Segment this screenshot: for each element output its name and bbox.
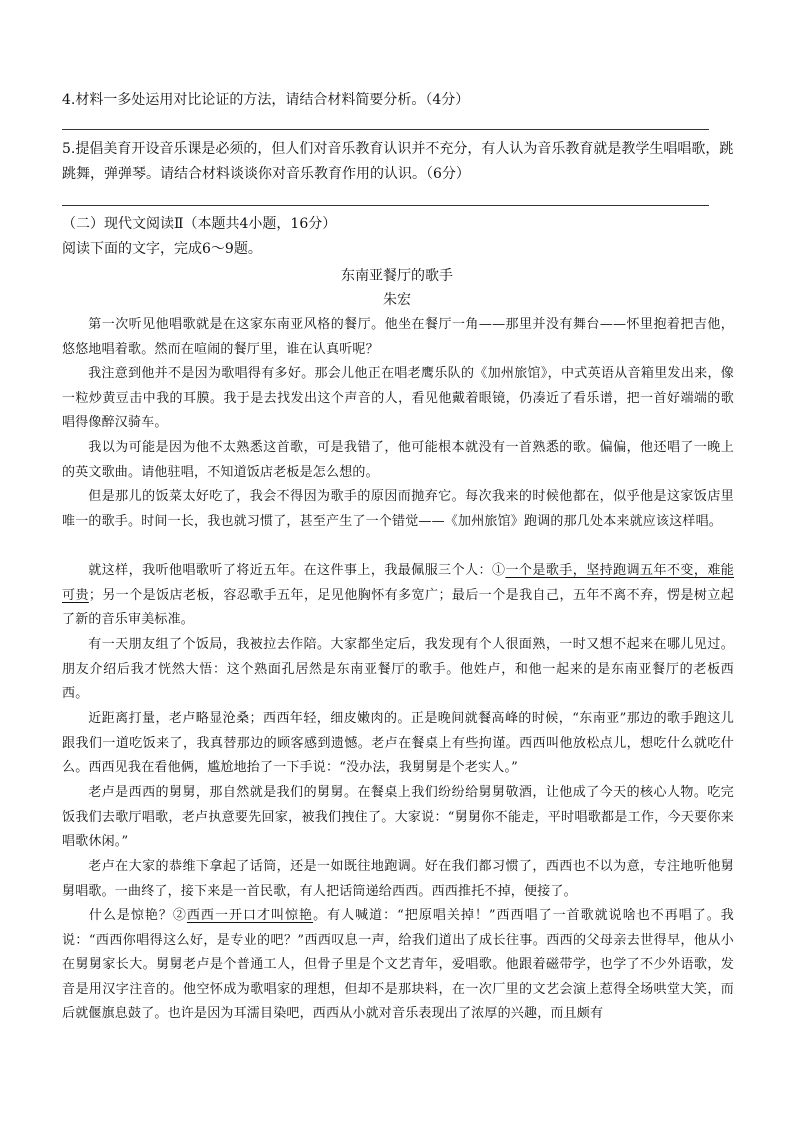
article-paragraph-1 — [62, 313, 734, 362]
paragraph-text: 老卢在大家的恭维下拿起了话筒，还是一如既往地跑调。好在我们都习惯了，西西也不以为意，专注地听他舅舅唱歌。一曲终了，接下来是一首民歌，有人把话筒递给西西。西西推托不掉，便接了。 — [62, 859, 734, 899]
paragraph-text: 我注意到他并不是因为歌唱得有多好。那会儿他正在唱老鹰乐队的《加州旅馆》，中式英语从音箱里发出来，像一粒炒黄豆击中我的耳膜。我于是去找发出这个声音的人，看见他戴着眼镜，仍凑近了看乐谱，把一首好端端的歌唱得像醉汉骑车。 — [62, 366, 734, 430]
paragraph-text: 近距离打量，老卢略显沧桑；西西年轻，细皮嫩肉的。正是晚间就餐高峰的时候，“东南亚”那边的歌手跑这儿跟我们一道吃饭来了，我真替那边的顾客感到遗憾。老卢在餐桌上有些拘谨。西西叫他放松点儿，想吃什么就吃什么。西西见我在看他俩，尴尬地抬了一下手说：“没办法，我舅舅是个老实人。” — [62, 711, 734, 775]
section-heading: （二）现代文阅读Ⅱ（本题共4小题，16分） — [62, 216, 337, 232]
section-instruction: 阅读下面的文字，完成6～9题。 — [62, 241, 262, 257]
article-paragraph-8 — [62, 781, 734, 855]
paragraph-text: 第一次听见他唱歌就是在这家东南亚风格的餐厅。他坐在餐厅一角——那里并没有舞台——怀里抱着把吉他，悠悠地唱着歌。然而在喧闹的餐厅里，谁在认真听呢？ — [62, 317, 734, 357]
question-5: 5.提倡美育开设音乐课是必须的，但人们对音乐教育认识并不充分，有人认为音乐教育就是教学生唱唱歌，跳跳舞，弹弹琴。请结合材料谈谈你对音乐教育作用的认识。（6分） — [62, 141, 734, 182]
paragraph-text: 老卢是西西的舅舅，那自然就是我们的舅舅。在餐桌上我们纷纷给舅舅敬酒，让他成了今天的核心人物。吃完饭我们去歌厅唱歌，老卢执意要先回家，被我们拽住了。大家说：“舅舅你不能走，平时唱歌都是工作，今天要你来唱歌休闲。” — [62, 785, 734, 849]
paragraph-text: 什么是惊艳？② — [88, 908, 187, 923]
paragraph-text: 有一天朋友组了个饭局，我被拉去作陪。大家都坐定后，我发现有个人很面熟，一时又想不起来在哪儿见过。朋友介绍后我才恍然大悟：这个熟面孔居然是东南亚餐厅的歌手。他姓卢，和他一起来的是东南亚餐厅的老板西西。 — [62, 637, 734, 701]
underlined-sentence-2: 西西一开口才叫惊艳 — [186, 908, 314, 923]
article-paragraph-3 — [62, 436, 734, 485]
answer-line-q5 — [62, 205, 709, 206]
article-paragraph-6 — [62, 633, 734, 707]
article-paragraph-7 — [62, 707, 734, 781]
article-paragraph-5 — [62, 559, 734, 633]
article-paragraph-9 — [62, 855, 734, 904]
question-4: 4.材料一多处运用对比论证的方法，请结合材料简要分析。（4分） — [62, 92, 470, 108]
paragraph-text: 但是那儿的饭菜太好吃了，我会不得因为歌手的原因而抛弃它。每次我来的时候他都在，似乎他是这家饭店里唯一的歌手。时间一长，我也就习惯了，甚至产生了一个错觉——《加州旅馆》跑调的那几处本来就应该这样唱。 — [62, 489, 734, 529]
article-title: 东南亚餐厅的歌手 — [341, 268, 453, 284]
underlined-sentence-1: 一个是歌手，坚持跑调五年不变，难能可贵 — [62, 563, 734, 603]
paragraph-text: 我以为可能是因为他不太熟悉这首歌，可是我错了，他可能根本就没有一首熟悉的歌。偏偏，他还唱了一晚上的英文歌曲。请他驻唱，不知道饭店老板是怎么想的。 — [62, 440, 734, 480]
article-paragraph-4 — [62, 485, 734, 534]
paragraph-text: 就这样，我听他唱歌听了将近五年。在这件事上，我最佩服三个人：① — [88, 563, 506, 578]
article-author: 朱宏 — [383, 292, 411, 308]
answer-line-q4 — [62, 129, 709, 130]
paragraph-text: 。有人喊道：“把原唱关掉！”西西唱了一首歌就说啥也不再唱了。我说：“西西你唱得这么好，是专业的吧？”西西叹息一声，给我们道出了成长往事。西西的父母亲去世得早，他从小在舅舅家长大。舅舅老卢是个普通工人，但骨子里是个文艺青年，爱唱歌。他跟着磁带学，也学了不少外语歌，发音是用汉字注音的。他空怀成为歌唱家的理想，但却不是那块料，在一次厂里的文艺会演上惹得全场哄堂大笑，而后就偃旗息鼓了。也许是因为耳濡目染吧，西西从小就对音乐表现出了浓厚的兴趣，而且颇有 — [62, 908, 734, 1021]
article-paragraph-10 — [62, 904, 734, 1027]
article-paragraph-2 — [62, 362, 734, 436]
paragraph-text: ；另一个是饭店老板，容忍歌手五年，足见他胸怀有多宽广；最后一个是我自己，五年不离不弃，愣是树立起了新的音乐审美标准。 — [62, 587, 734, 627]
